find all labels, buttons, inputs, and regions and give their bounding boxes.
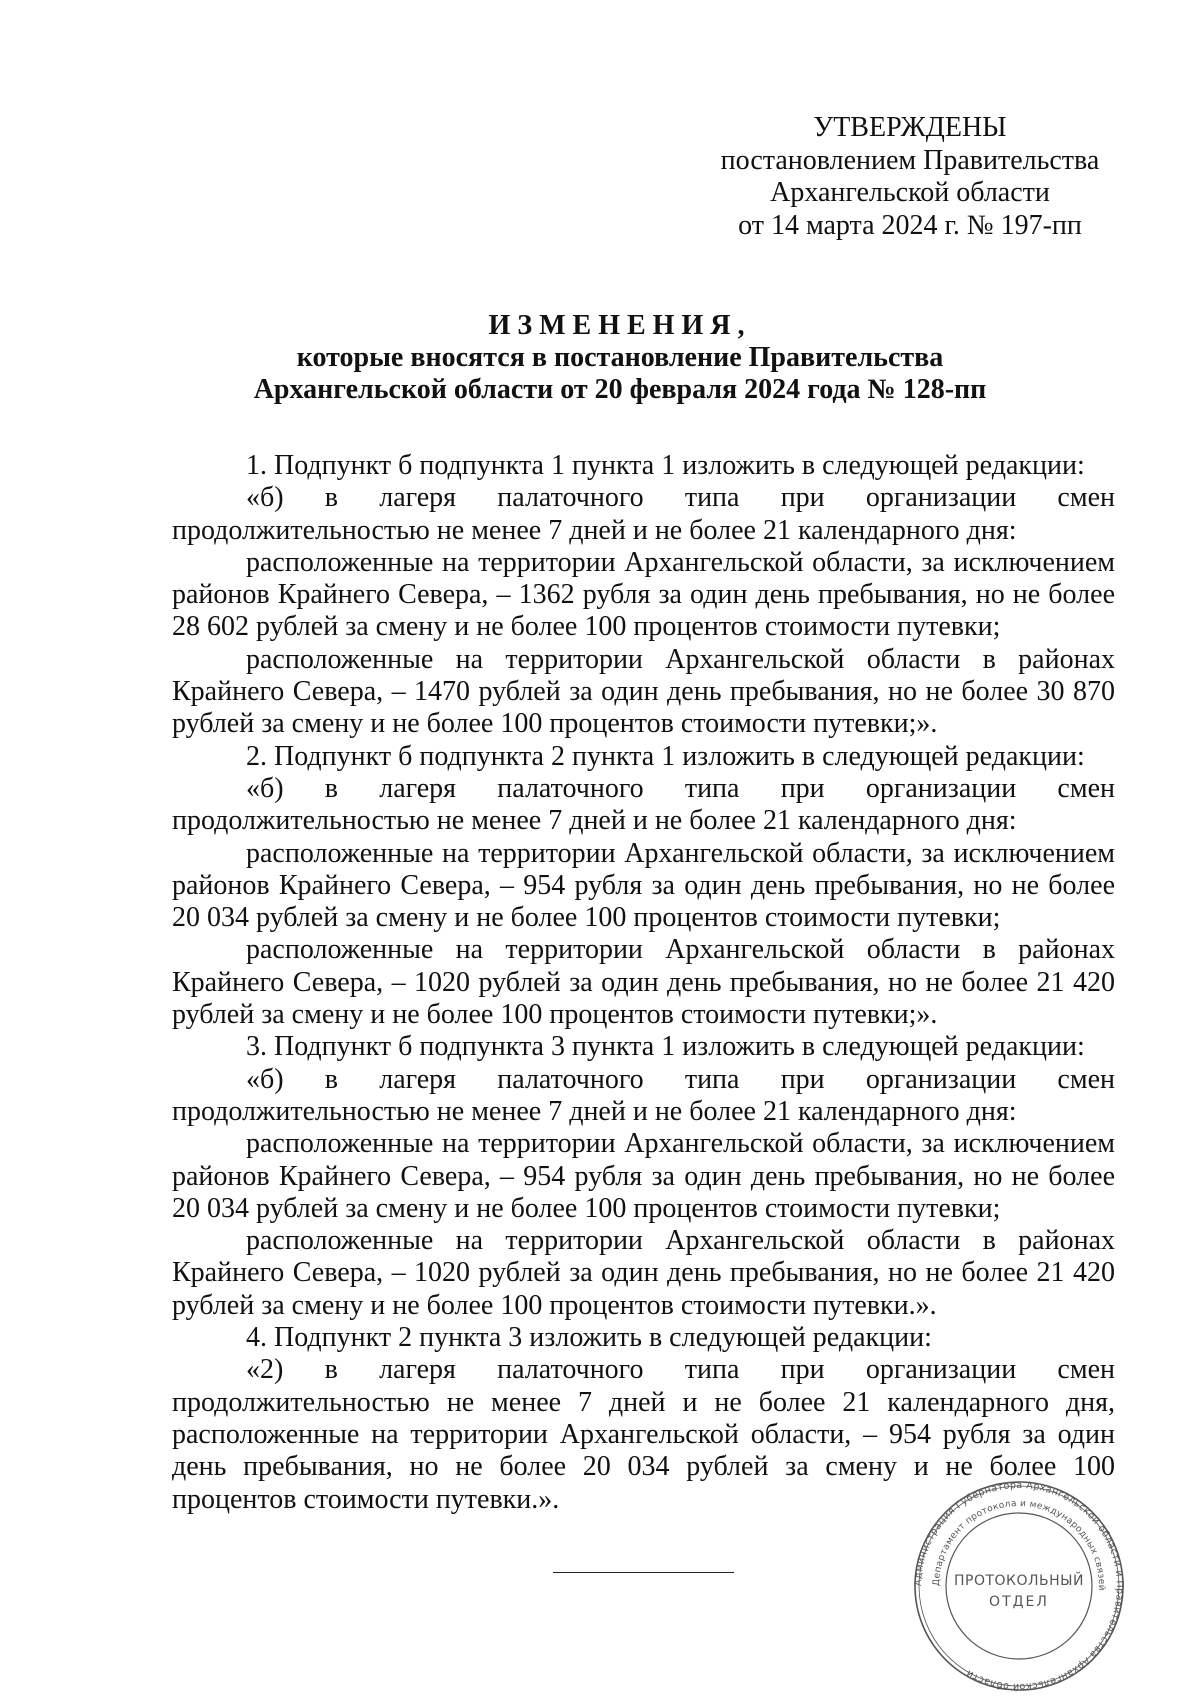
- paragraph: «2) в лагеря палаточного типа при организации смен продолжительностью не менее 7 дней и не более 21 календарного дня, расположенные на территории Архангельской области, – 954 рубля за один день пребывания, но не более 20 034 рублей за смену и не более 100 процентов стоимости путевки.».: [172, 1354, 1115, 1515]
- approval-block: [690, 112, 1130, 242]
- paragraph: 2. Подпункт б подпункта 2 пункта 1 изложить в следующей редакции:: [246, 740, 1085, 772]
- title-line: которые вносятся в постановление Правительства: [296, 342, 944, 373]
- approval-date-number: от 14 марта 2024 г. № 197-пп: [738, 209, 1082, 241]
- end-divider: [553, 1572, 734, 1573]
- paragraph: 1. Подпункт б подпункта 1 пункта 1 изложить в следующей редакции:: [246, 450, 1085, 481]
- stamp-center-line2: ОТДЕЛ: [989, 1594, 1049, 1610]
- paragraph: расположенные на территории Архангельской области, за исключением районов Крайнего Севера, – 1362 рубля за один день пребывания, но не более 28 602 рублей за смену и не более 100 процентов стоимости путевки;: [172, 546, 1115, 643]
- stamp-inner-text: Департамент протокола и международных связей: [931, 1498, 1107, 1591]
- paragraph: расположенные на территории Архангельской области, за исключением районов Крайнего Севера, – 954 рубля за один день пребывания, но не более 20 034 рублей за смену и не более 100 процентов стоимости путевки;: [172, 1128, 1115, 1224]
- paragraph: 3. Подпункт б подпункта 3 пункта 1 изложить в следующей редакции:: [246, 1031, 1085, 1063]
- paragraph: расположенные на территории Архангельской области в районах Крайнего Севера, – 1020 рублей за один день пребывания, но не более 21 420 рублей за смену и не более 100 процентов стоимости путевки;».: [172, 934, 1115, 1031]
- approval-line: постановлением Правительства: [720, 144, 1100, 176]
- paragraph: «б) в лагеря палаточного типа при организации смен продолжительностью не менее 7 дней и не более 21 календарного дня:: [172, 1063, 1115, 1127]
- title-heading: ИЗМЕНЕНИЯ,: [488, 310, 752, 341]
- paragraph: «б) в лагеря палаточного типа при организации смен продолжительностью не менее 7 дней и не более 21 календарного дня:: [172, 772, 1115, 837]
- official-stamp: [912, 1475, 1127, 1697]
- title-line: Архангельской области от 20 февраля 2024 года № 128-пп: [253, 374, 987, 405]
- paragraph: «б) в лагеря палаточного типа при организации смен продолжительностью не менее 7 дней и не более 21 календарного дня:: [172, 482, 1115, 546]
- paragraph: расположенные на территории Архангельской области в районах Крайнего Севера, – 1020 рублей за один день пребывания, но не более 21 420 рублей за смену и не более 100 процентов стоимости путевки.».: [172, 1225, 1115, 1321]
- stamp-outer-text: Администрация Губернатора Архангельской области и Правительства Архангельской области: [912, 1479, 1126, 1693]
- paragraph: расположенные на территории Архангельской области в районах Крайнего Севера, – 1470 рублей за один день пребывания, но не более 30 870 рублей за смену и не более 100 процентов стоимости путевки;».: [172, 643, 1115, 740]
- stamp-center-line1: ПРОТОКОЛЬНЫЙ: [953, 1573, 1085, 1589]
- approval-line: Архангельской области: [770, 177, 1050, 208]
- paragraph: расположенные на территории Архангельской области, за исключением районов Крайнего Севера, – 954 рубля за один день пребывания, но не более 20 034 рублей за смену и не более 100 процентов стоимости путевки;: [172, 837, 1115, 934]
- approval-status: УТВЕРЖДЕНЫ: [813, 112, 1007, 143]
- document-body: [172, 450, 1115, 1516]
- document-title: [120, 310, 1120, 406]
- paragraph: 4. Подпункт 2 пункта 3 изложить в следующей редакции:: [246, 1322, 932, 1354]
